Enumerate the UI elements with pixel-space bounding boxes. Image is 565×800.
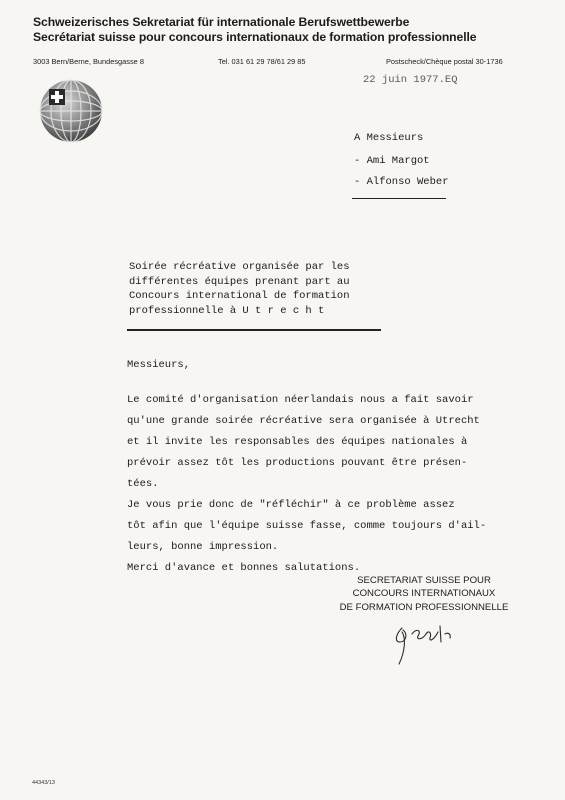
postal-account: Postscheck/Chèque postal 30-1736: [386, 57, 503, 66]
body-line: Je vous prie donc de "réfléchir" à ce problème assez: [127, 499, 455, 511]
org-name-german: Schweizerisches Sekretariat für internationale Berufswettbewerbe: [33, 15, 410, 29]
body-line: Le comité d'organisation néerlandais nous a fait savoir: [127, 394, 474, 406]
recipients-heading: A Messieurs: [354, 132, 424, 144]
subject-line-1: Soirée récréative organisée par les: [129, 261, 350, 273]
closing: Merci d'avance et bonnes salutations.: [127, 562, 361, 574]
subject-block: [129, 260, 350, 318]
recipient-2: - Alfonso Weber: [354, 176, 449, 188]
salutation: Messieurs,: [127, 359, 191, 371]
body-line: qu'une grande soirée récréative sera organisée à Utrecht: [127, 415, 480, 427]
body-line: prévoir assez tôt les productions pouvant être présen-: [127, 457, 468, 469]
subject-line-3: Concours international de formation: [129, 290, 350, 303]
address: 3003 Bern/Berne, Bundesgasse 8: [33, 57, 144, 66]
reference-number: 44343/13: [32, 780, 55, 786]
recipients-rule: [352, 198, 446, 199]
body-line: tées.: [127, 478, 159, 490]
signature-line-2: CONCOURS INTERNATIONAUX: [352, 588, 496, 600]
swiss-cross-globe-icon: [38, 78, 104, 144]
handwritten-signature: [372, 612, 472, 668]
body-line: et il invite les responsables des équipes nationales à: [127, 436, 468, 448]
subject-line-4: professionnelle à U t r e c h t: [129, 304, 325, 317]
signature-block: [336, 574, 512, 614]
org-name-french: Secrétariat suisse pour concours internationaux de formation professionnelle: [33, 30, 477, 44]
telephone: Tel. 031 61 29 78/61 29 85: [218, 57, 306, 66]
recipient-1: - Ami Margot: [354, 155, 430, 167]
signature-line-1: SECRETARIAT SUISSE POUR: [357, 575, 491, 586]
body-line: tôt afin que l'équipe suisse fasse, comme toujours d'ail-: [127, 520, 487, 532]
body-line: leurs, bonne impression.: [127, 541, 279, 553]
signature-line-3: DE FORMATION PROFESSIONNELLE: [339, 601, 509, 613]
letter-date: 22 juin 1977.EQ: [363, 74, 458, 86]
subject-rule: [127, 329, 381, 331]
subject-line-2: différentes équipes prenant part au: [129, 275, 350, 288]
